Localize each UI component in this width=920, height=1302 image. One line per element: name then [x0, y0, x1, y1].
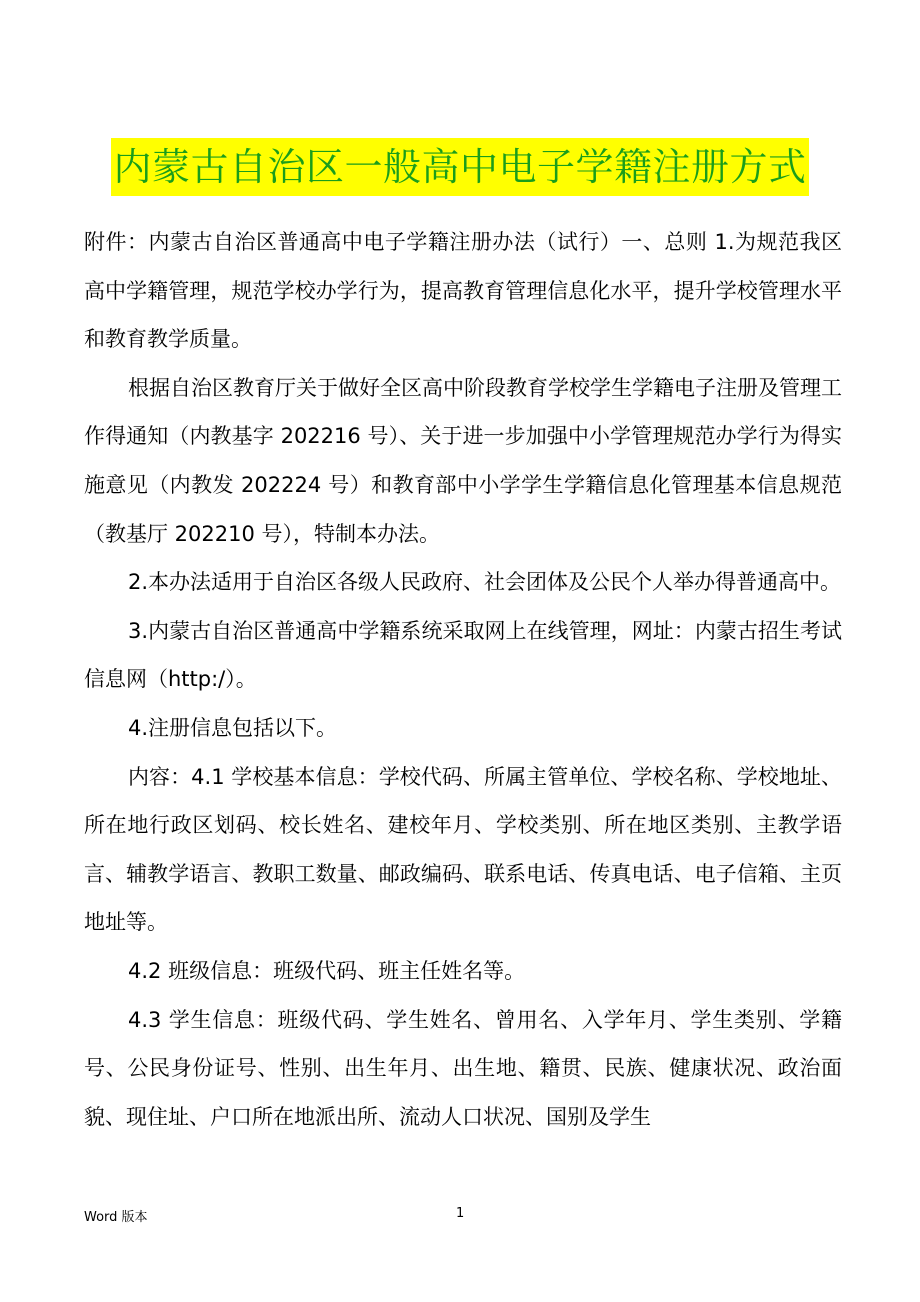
paragraph-registration-info: 4.注册信息包括以下。: [128, 715, 338, 740]
paragraph-basis: 根据自治区教育厅关于做好全区高中阶段教育学校学生学籍电子注册及管理工作得通知（内教基字 202216 号）、关于进一步加强中小学管理规范办学行为得实施意见（内教发 202224 号）和教育部中小学学生学籍信息化管理基本信息规范（教基厅 202210 号），特制本办法。: [84, 375, 842, 546]
footer-page-number: 1: [456, 1206, 465, 1221]
footer-label: Word 版本: [84, 1210, 148, 1225]
title-container: [0, 138, 920, 196]
paragraph-online-system: 3.内蒙古自治区普通高中学籍系统采取网上在线管理，网址：内蒙古招生考试信息网（http:/）。: [84, 618, 842, 692]
document-body: [84, 218, 842, 1141]
paragraph-school-info: 内容：4.1 学校基本信息：学校代码、所属主管单位、学校名称、学校地址、所在地行政区划码、校长姓名、建校年月、学校类别、所在地区类别、主教学语言、辅教学语言、教职工数量、邮政编码、联系电话、传真电话、电子信箱、主页地址等。: [84, 764, 842, 935]
paragraph-intro: 附件：内蒙古自治区普通高中电子学籍注册办法（试行）一、总则 1.为规范我区高中学籍管理，规范学校办学行为，提高教育管理信息化水平，提升学校管理水平和教育教学质量。: [84, 230, 842, 352]
paragraph-student-info: 4.3 学生信息：班级代码、学生姓名、曾用名、入学年月、学生类别、学籍号、公民身份证号、性别、出生年月、出生地、籍贯、民族、健康状况、政治面貌、现住址、户口所在地派出所、流动人口状况、国别及学生: [84, 1007, 842, 1129]
paragraph-scope: 2.本办法适用于自治区各级人民政府、社会团体及公民个人举办得普通高中。: [128, 570, 842, 595]
paragraph-class-info: 4.2 班级信息：班级代码、班主任姓名等。: [128, 958, 526, 983]
document-title: 内蒙古自治区一般高中电子学籍注册方式: [111, 138, 808, 196]
